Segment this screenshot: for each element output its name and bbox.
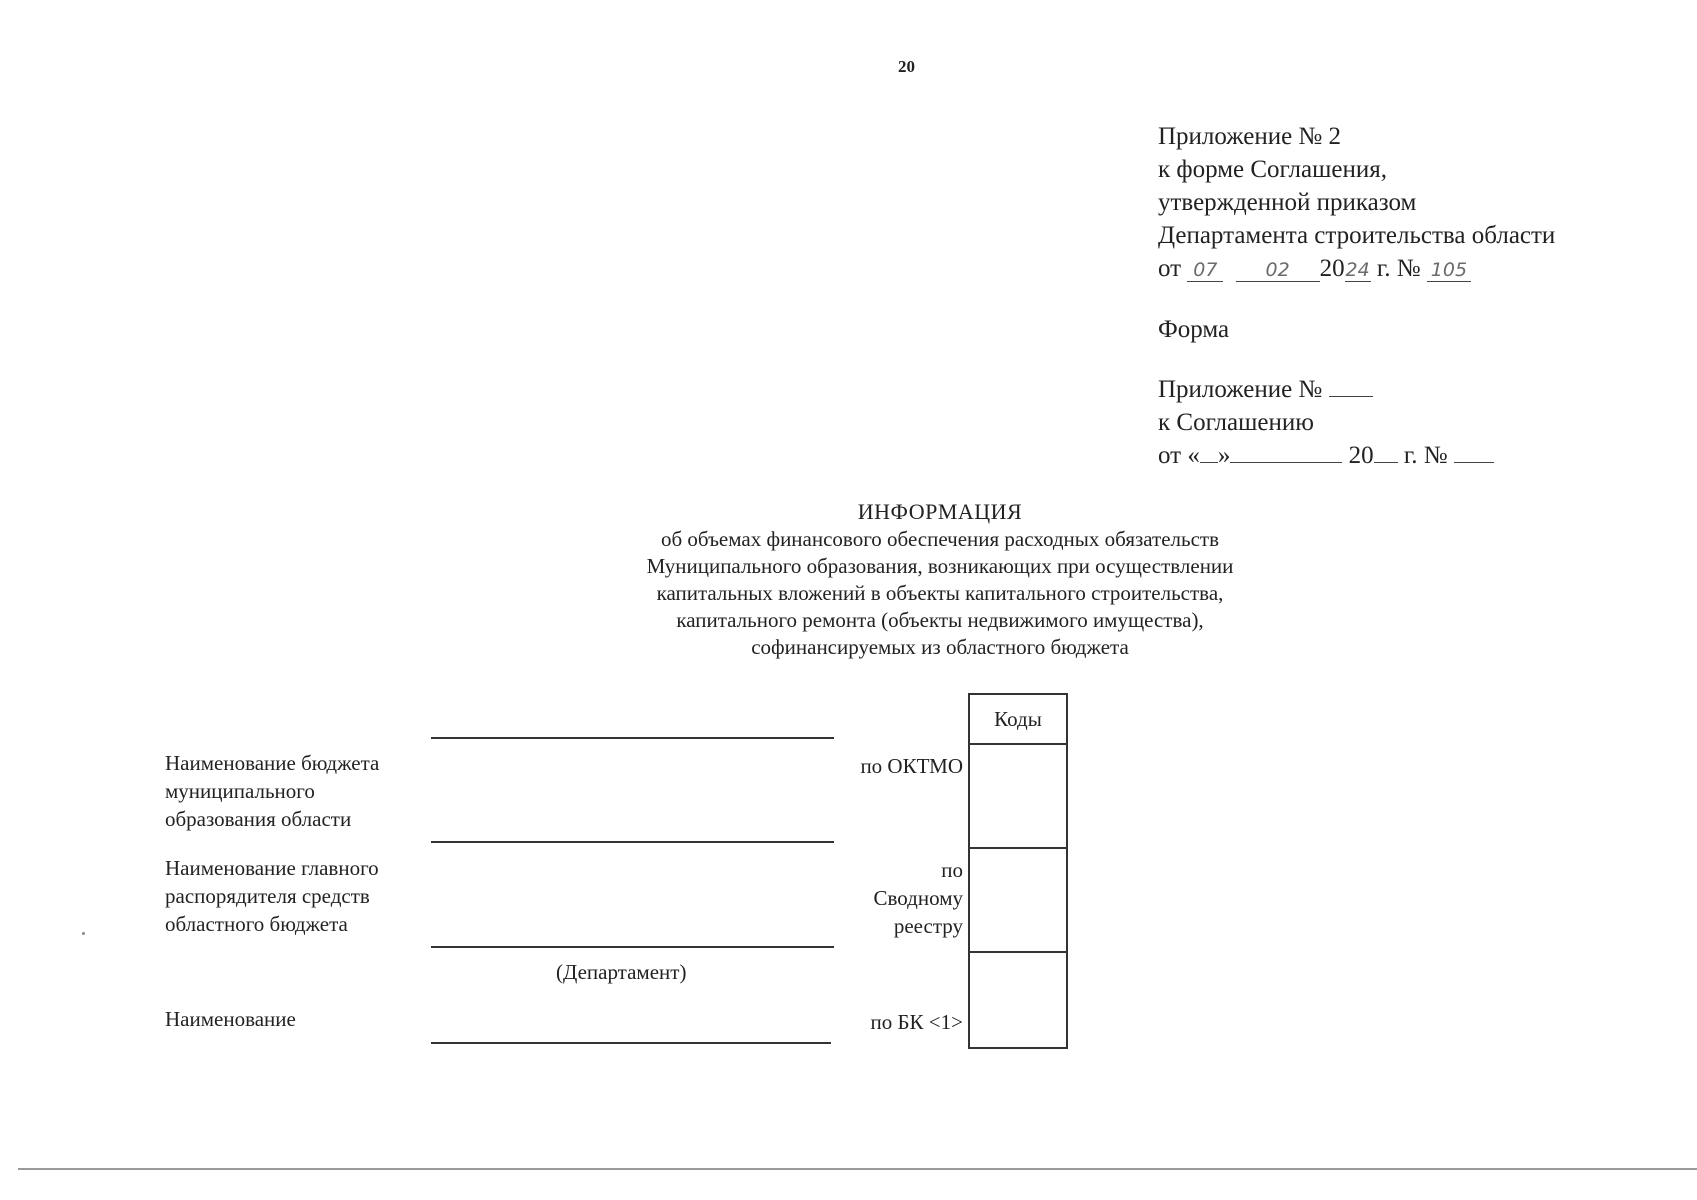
codes-table xyxy=(968,693,1068,1049)
appendix-year-prefix: 20 xyxy=(1319,255,1345,282)
attachment-year-blank[interactable] xyxy=(1374,440,1398,463)
attachment-number-label: Приложение № xyxy=(1158,376,1323,403)
chief-manager-fill-line[interactable] xyxy=(431,946,834,948)
appendix-line: Приложение № 2 xyxy=(1158,123,1342,150)
appendix-line: утвержденной приказом xyxy=(1158,189,1417,216)
document-title-block xyxy=(500,498,1380,661)
document-title: ИНФОРМАЦИЯ xyxy=(857,499,1023,524)
consolidated-registry-code-cell[interactable] xyxy=(970,847,1066,951)
oktmo-code-cell[interactable] xyxy=(970,743,1066,847)
bk-code-cell[interactable] xyxy=(970,951,1066,1047)
document-subtitle-line: капитального ремонта (объекты недвижимого имущества), xyxy=(676,608,1204,632)
attachment-line xyxy=(1158,373,1494,406)
scan-speck xyxy=(82,932,85,935)
document-subtitle-line: об объемах финансового обеспечения расходных обязательств xyxy=(660,527,1220,551)
budget-name-label: Наименование бюджета муниципального образования области xyxy=(165,751,380,831)
appendix-header xyxy=(1158,120,1555,285)
document-subtitle-line: капитальных вложений в объекты капитального строительства, xyxy=(656,581,1224,605)
attachment-day-blank[interactable] xyxy=(1200,440,1218,463)
codes-header: Коды xyxy=(994,706,1042,731)
appendix-date-prefix: от xyxy=(1158,255,1182,282)
oktmo-code-label: по ОКТМО xyxy=(860,754,963,778)
budget-name-fill-line[interactable] xyxy=(431,841,834,843)
attachment-header xyxy=(1158,373,1494,472)
appendix-line: к форме Соглашения, xyxy=(1158,156,1387,183)
chief-manager-label: Наименование главного распорядителя средств областного бюджета xyxy=(165,856,379,936)
form-label: Форма xyxy=(1158,316,1230,343)
handwritten-year: 24 xyxy=(1345,259,1370,281)
appendix-line: Департамента строительства области xyxy=(1158,222,1556,249)
attachment-date-mid: » xyxy=(1217,442,1231,469)
document-subtitle-line: Муниципального образования, возникающих при осуществлении xyxy=(646,554,1234,578)
attachment-line: к Соглашению xyxy=(1158,409,1314,436)
bk-code-label: по БК <1> xyxy=(870,1010,963,1034)
department-note: (Департамент) xyxy=(556,960,687,984)
appendix-date-line xyxy=(1158,252,1555,285)
page-number: 20 xyxy=(898,57,915,76)
attachment-agreement-number-blank[interactable] xyxy=(1454,440,1494,463)
attachment-month-blank[interactable] xyxy=(1230,440,1342,463)
attachment-number-blank[interactable] xyxy=(1329,374,1373,397)
handwritten-number: 105 xyxy=(1427,259,1471,282)
appendix-number-prefix: г. № xyxy=(1376,255,1421,282)
name-label: Наименование xyxy=(165,1007,296,1031)
attachment-year-prefix: 20 xyxy=(1348,442,1374,469)
attachment-date-line xyxy=(1158,439,1494,472)
attachment-number-prefix: г. № xyxy=(1403,442,1448,469)
document-subtitle-line: софинансируемых из областного бюджета xyxy=(751,635,1129,659)
consolidated-registry-code-label: по Сводному реестру xyxy=(873,858,963,938)
attachment-date-prefix: от « xyxy=(1158,442,1200,469)
handwritten-day: 07 xyxy=(1187,259,1223,282)
handwritten-month: 02 xyxy=(1236,259,1320,282)
bottom-rule xyxy=(18,1168,1697,1170)
name-fill-line[interactable] xyxy=(431,1042,831,1044)
budget-name-top-line xyxy=(431,737,834,739)
